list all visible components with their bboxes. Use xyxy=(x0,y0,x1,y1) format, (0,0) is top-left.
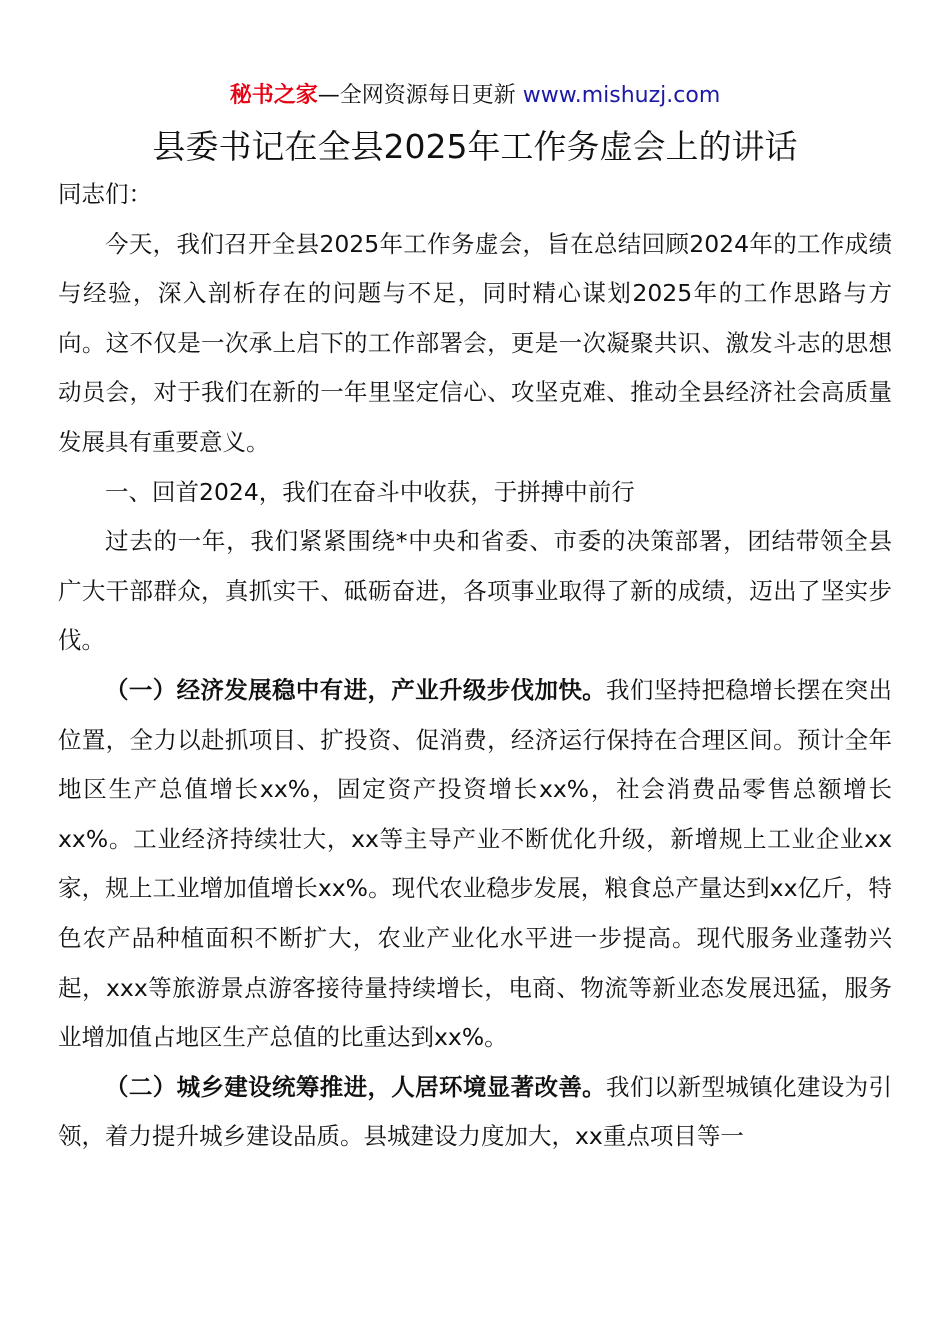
document-title: 县委书记在全县2025年工作务虚会上的讲话 xyxy=(152,127,798,166)
item-1-lead: （一）经济发展稳中有进，产业升级步伐加快。 xyxy=(105,675,607,704)
paragraph-item-1 xyxy=(58,666,892,1063)
greeting: 同志们： xyxy=(58,180,152,208)
paragraph-section1-intro: 过去的一年，我们紧紧围绕*中央和省委、市委的决策部署，团结带领全县广大干部群众，真抓实干、砥砺奋进，各项事业取得了新的成绩，迈出了坚实步伐。 xyxy=(58,527,892,655)
item-2-text: 我们以新型城镇化建设为引领，着力提升城乡建设品质。县城建设力度加大，xx重点项目等一 xyxy=(58,1072,892,1151)
brand-name: 秘书之家 xyxy=(229,83,318,108)
section-heading-1: 一、回首2024，我们在奋斗中收获，于拼搏中前行 xyxy=(105,477,635,506)
paragraph-item-2 xyxy=(58,1063,892,1162)
item-1-text: 我们坚持把稳增长摆在突出位置，全力以赴抓项目、扩投资、促消费，经济运行保持在合理区间。预计全年地区生产总值增长xx%，固定资产投资增长xx%，社会消费品零售总额增长xx%。工业经济持续壮大，xx等主导产业不断优化升级，新增规上工业企业xx家，规上工业增加值增长xx%。现代农业稳步发展，粮食总产量达到xx亿斤，特色农产品种植面积不断扩大，农业产业化水平进一步提高。现代服务业蓬勃兴起，xxx等旅游景点游客接待量持续增长，电商、物流等新业态发展迅猛，服务业增加值占地区生产总值的比重达到xx%。 xyxy=(58,675,892,1052)
paragraph-intro: 今天，我们召开全县2025年工作务虚会，旨在总结回顾2024年的工作成绩与经验，深入剖析存在的问题与不足，同时精心谋划2025年的工作思路与方向。这不仅是一次承上启下的工作部署会，更是一次凝聚共识、激发斗志的思想动员会，对于我们在新的一年里坚定信心、攻坚克难、推动全县经济社会高质量发展具有重要意义。 xyxy=(58,229,892,456)
site-header xyxy=(0,80,950,112)
site-url-link[interactable]: www.mishuzj.com xyxy=(522,83,721,108)
document-body xyxy=(58,170,892,1162)
item-2-lead: （二）城乡建设统筹推进，人居环境显著改善。 xyxy=(105,1072,607,1101)
header-tagline: —全网资源每日更新 xyxy=(317,83,523,108)
